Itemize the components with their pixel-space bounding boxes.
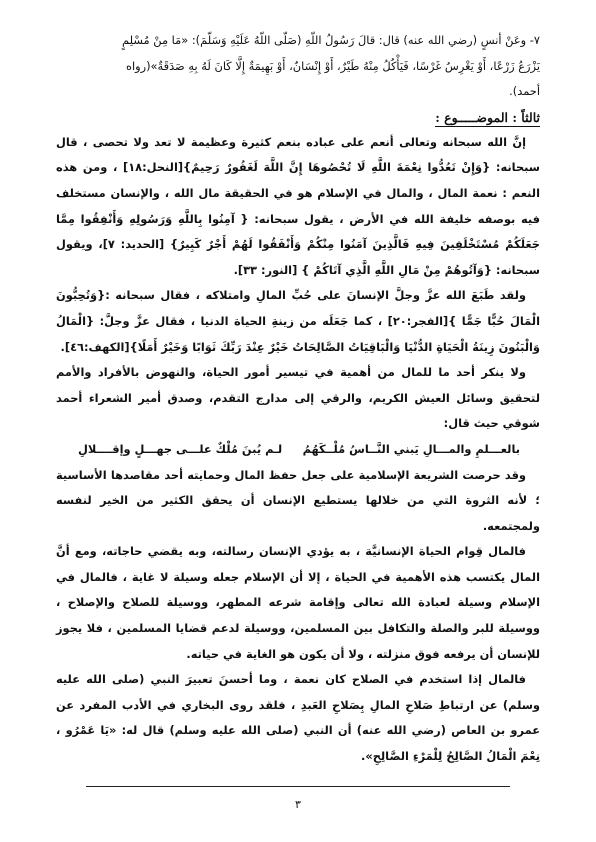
poem-first-hemistich: بالعـــلمِ والمـــالِ يَبني النَّــاسُ مُلْــكَهُمُ <box>302 441 520 456</box>
hadith-line-1: ٧- وعَنْ أنسٍ (رضي الله عنه) قال: قالَ رَسُولُ اللّهِ (صَلّى اللّهُ عَلَيْهِ وَسَلّمَ): «مَا مِنْ مُسْلِمٍ <box>122 33 540 47</box>
paragraph-5: فالمال قِوام الحياة الإنسانيَّة ، به يؤدي الإنسان رسالته، وبه يقضي حاجاته، ومع أنَّ المال يكتسب هذه الأهمية في الحياة ، إلا أن الإسلام جعله وسيلة لا غاية ، فالمال في الإسلام وسيلة لعبادة الله تعالى وإقامة شرعه المطهر، ووسيلة للصلاح والإصلاح ، ووسيلة للبر والصلة والتكافل بين المسلمين، ووسيلة لدعم قضايا المسلمين ، فلا يجوز للإنسان أن يرفعه فوق منزلته ، ولا أن يكون هو الغاية في حياته. <box>56 544 540 661</box>
poem-second-hemistich: لـم يُبنَ مُلْكٌ علـــى جهـــلٍ وإقــــلالِ <box>78 441 283 456</box>
page-number: ٣ <box>295 798 301 811</box>
paragraph-6: فالمال إذا استخدم في الصلاح كان نعمة ، وما أحسنَ تعبيرَ النبي (صلى الله عليه وسلم) عن ارتباطِ صَلاحِ المالِ بِصَلاحِ العَبدِ ، فلقد روى البخاري في الأدب المفرد عن عمرو بن العاص (رضي الله عنه) أن النبي (صلى الله عليه وسلم) قال له: «يَا عَمْرُو ، نِعْمَ الْمَالُ الصَّالِحُ لِلْمَرْءِ الصَّالِحِ». <box>56 672 540 764</box>
section-heading-text <box>435 110 540 127</box>
paragraph-1: إنَّ الله سبحانه وتعالى أنعم على عباده بنعم كثيرة وعظيمة لا تعد ولا تحصى ، قال سبحانه: {وَإِنْ تَعُدُّوا نِعْمَةَ اللَّهِ لَا تُحْصُوهَا إِنَّ اللَّهَ لَغَفُورٌ رَحِيمٌ}[النحل:١٨] ، ومن هذه النعم : نعمة المال ، والمال في الإسلام هو في الحقيقة مال الله ، والإنسان مستخلف فيه بوصفه خليفة الله في الأرض ، يقول سبحانه: { آمِنُوا بِاللَّهِ وَرَسُولِهِ وَأَنْفِقُوا مِمَّا جَعَلَكُمْ مُسْتَخْلَفِينَ فِيهِ فَالَّذِينَ آمَنُوا مِنْكُمْ وَأَنْفَقُوا لَهُمْ أَجْرٌ كَبِيرٌ} [الحديد: ٧]، ويقول سبحانه: {وَآتُوهُمْ مِنْ مَالِ اللَّهِ الَّذِي آتَاكُمْ } [النور: ٣٣]. <box>56 134 541 277</box>
hadith-line-2: يَزْرَعُ زَرْعًا، أَوْ يَغْرِسُ غَرْسًا، فَيَأْكُلُ مِنْهُ طَيْرٌ، أَوْ إِنْسَانٌ، أَوْ بَهِيمَةٌ إِلَّا كَانَ لَهُ بِهِ صَدَقَةٌ»(رواه <box>125 58 540 73</box>
paragraph-2: ولقد طَبَعَ الله عزَّ وجلَّ الإنسانَ على حُبِّ المالِ وامتلاكه ، فقال سبحانه :{وَتُحِبُّونَ الْمَالَ حُبًّا جَمًّا }[الفجر:٢٠] ، كما جَعَلَه من زينةِ الحياة الدنيا ، فقال عزَّ وجلَّ: {الْمَالُ وَالْبَنُونَ زِينَةُ الْحَيَاةِ الدُّنْيَا وَالْبَاقِيَاتُ الصَّالِحَاتُ خَيْرٌ عِنْدَ رَبِّكَ ثَوَابًا وَخَيْرٌ أَمَلًا}[الكهف:٤٦]. <box>56 288 540 354</box>
paragraph-3: ولا ينكر أحد ما للمال من أهمية في تيسير أمور الحياة، والنهوض بالأفراد والأمم لتحقيق وسائل العيش الكريم، والرقي إلى مدارج التقدم، وصدق أمير الشعراء أحمد شوقي حيث قال: <box>56 365 540 431</box>
hadith-line-3: أحمد). <box>509 84 540 99</box>
paragraph-4: وقد حرصت الشريعة الإسلامية على جعل حفظ المال وحمايته أحد مقاصدها الأساسية ؛ لأنه الثروة التي من خلالها يستطيع الإنسان أن يحقق الكثير من الخير لنفسه ولمجتمعه. <box>56 467 540 533</box>
section-title: الموضـــــوع : <box>435 109 508 125</box>
poem-verse <box>56 437 540 463</box>
footer-divider <box>86 786 510 787</box>
section-heading <box>56 105 540 130</box>
section-number: ثالثاً : <box>512 109 540 125</box>
page-content <box>56 28 540 770</box>
